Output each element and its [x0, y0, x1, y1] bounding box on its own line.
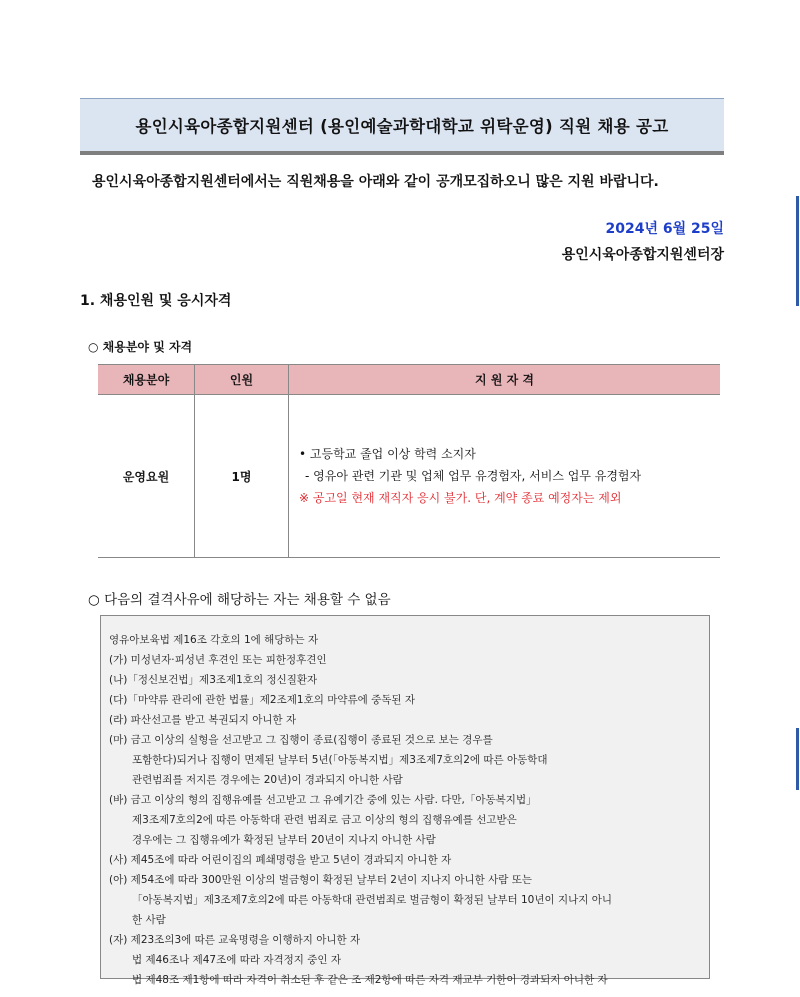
qualification-warning: ※ 공고일 현재 재직자 응시 불가. 단, 계약 종료 예정자는 제외 [299, 491, 622, 505]
issuing-organization: 용인시육아종합지원센터장 [561, 247, 724, 263]
list-item: 관련범죄를 저지른 경우에는 20년)이 경과되지 아니한 사람 [132, 774, 403, 786]
list-item: 제3조제7호의2에 따른 아동학대 관련 범죄로 금고 이상의 형의 집행유예를 선고받은 [132, 814, 517, 826]
table-row [98, 395, 720, 558]
list-item: 한 사람 [132, 914, 166, 926]
list-item: 법 제48조 제1항에 따라 자격이 취소된 후 같은 조 제2항에 따른 자격 재교부 기한이 경과되지 아니한 자 [132, 974, 608, 986]
qualification-line: - 영유아 관련 기관 및 업체 업무 유경험자, 서비스 업무 유경험자 [305, 469, 642, 483]
list-item: 「아동복지법」제3조제7호의2에 따른 아동학대 관련범죄로 벌금형이 확정된 날부터 10년이 지나지 아니 [132, 894, 613, 906]
cell-qualification [289, 395, 721, 558]
list-item: (마) 금고 이상의 실형을 선고받고 그 집행이 종료(집행이 종료된 것으로 보는 경우를 [109, 734, 493, 746]
edge-marker [796, 728, 799, 790]
header-field: 채용분야 [98, 365, 195, 395]
section-heading-recruitment: 1. 채용인원 및 응시자격 [80, 293, 232, 309]
notice-title: 용인시육아종합지원센터 (용인예술과학대학교 위탁운영) 직원 채용 공고 [135, 117, 669, 136]
subheading-disqualification: ○ 다음의 결격사유에 해당하는 자는 채용할 수 없음 [88, 592, 391, 608]
edge-marker [796, 196, 799, 306]
table-header-row [98, 365, 720, 395]
list-item: 법 제46조나 제47조에 따라 자격정지 중인 자 [132, 954, 342, 966]
list-item: (가) 미성년자·피성년 후견인 또는 피한정후견인 [109, 654, 327, 666]
list-item: (자) 제23조의3에 따른 교육명령을 이행하지 아니한 자 [109, 934, 361, 946]
disqualification-box [100, 615, 710, 986]
list-item: (라) 파산선고를 받고 복권되지 아니한 자 [109, 714, 297, 726]
notice-title-banner [80, 98, 724, 155]
notice-date: 2024년 6월 25일 [605, 221, 724, 237]
list-item: (다)「마약류 관리에 관한 법률」제2조제1호의 마약류에 중독된 자 [109, 694, 416, 706]
header-qualification: 지 원 자 격 [289, 365, 721, 395]
list-item: 경우에는 그 집행유예가 확정된 날부터 20년이 지나지 아니한 사람 [132, 834, 436, 846]
recruitment-table [98, 364, 720, 558]
list-item: 영유아보육법 제16조 각호의 1에 해당하는 자 [109, 634, 319, 646]
header-count: 인원 [195, 365, 289, 395]
cell-count: 1명 [195, 395, 289, 558]
list-item: (나)「정신보건법」제3조제1호의 정신질환자 [109, 674, 318, 686]
list-item: (바) 금고 이상의 형의 집행유예를 선고받고 그 유예기간 중에 있는 사람. 다만,「아동복지법」 [109, 794, 537, 806]
subheading-field-qualification: ○ 채용분야 및 자격 [88, 340, 193, 354]
list-item: (사) 제45조에 따라 어린이집의 폐쇄명령을 받고 5년이 경과되지 아니한 자 [109, 854, 452, 866]
intro-paragraph: 용인시육아종합지원센터에서는 직원채용을 아래와 같이 공개모집하오니 많은 지원 바랍니다. [92, 174, 659, 190]
list-item: (아) 제54조에 따라 300만원 이상의 벌금형이 확정된 날부터 2년이 지나지 아니한 사람 또는 [109, 874, 533, 886]
cell-field: 운영요원 [98, 395, 195, 558]
list-item: 포함한다)되거나 집행이 면제된 날부터 5년(「아동복지법」제3조제7호의2에 따른 아동학대 [132, 754, 548, 766]
qualification-line: • 고등학교 졸업 이상 학력 소지자 [299, 447, 476, 461]
